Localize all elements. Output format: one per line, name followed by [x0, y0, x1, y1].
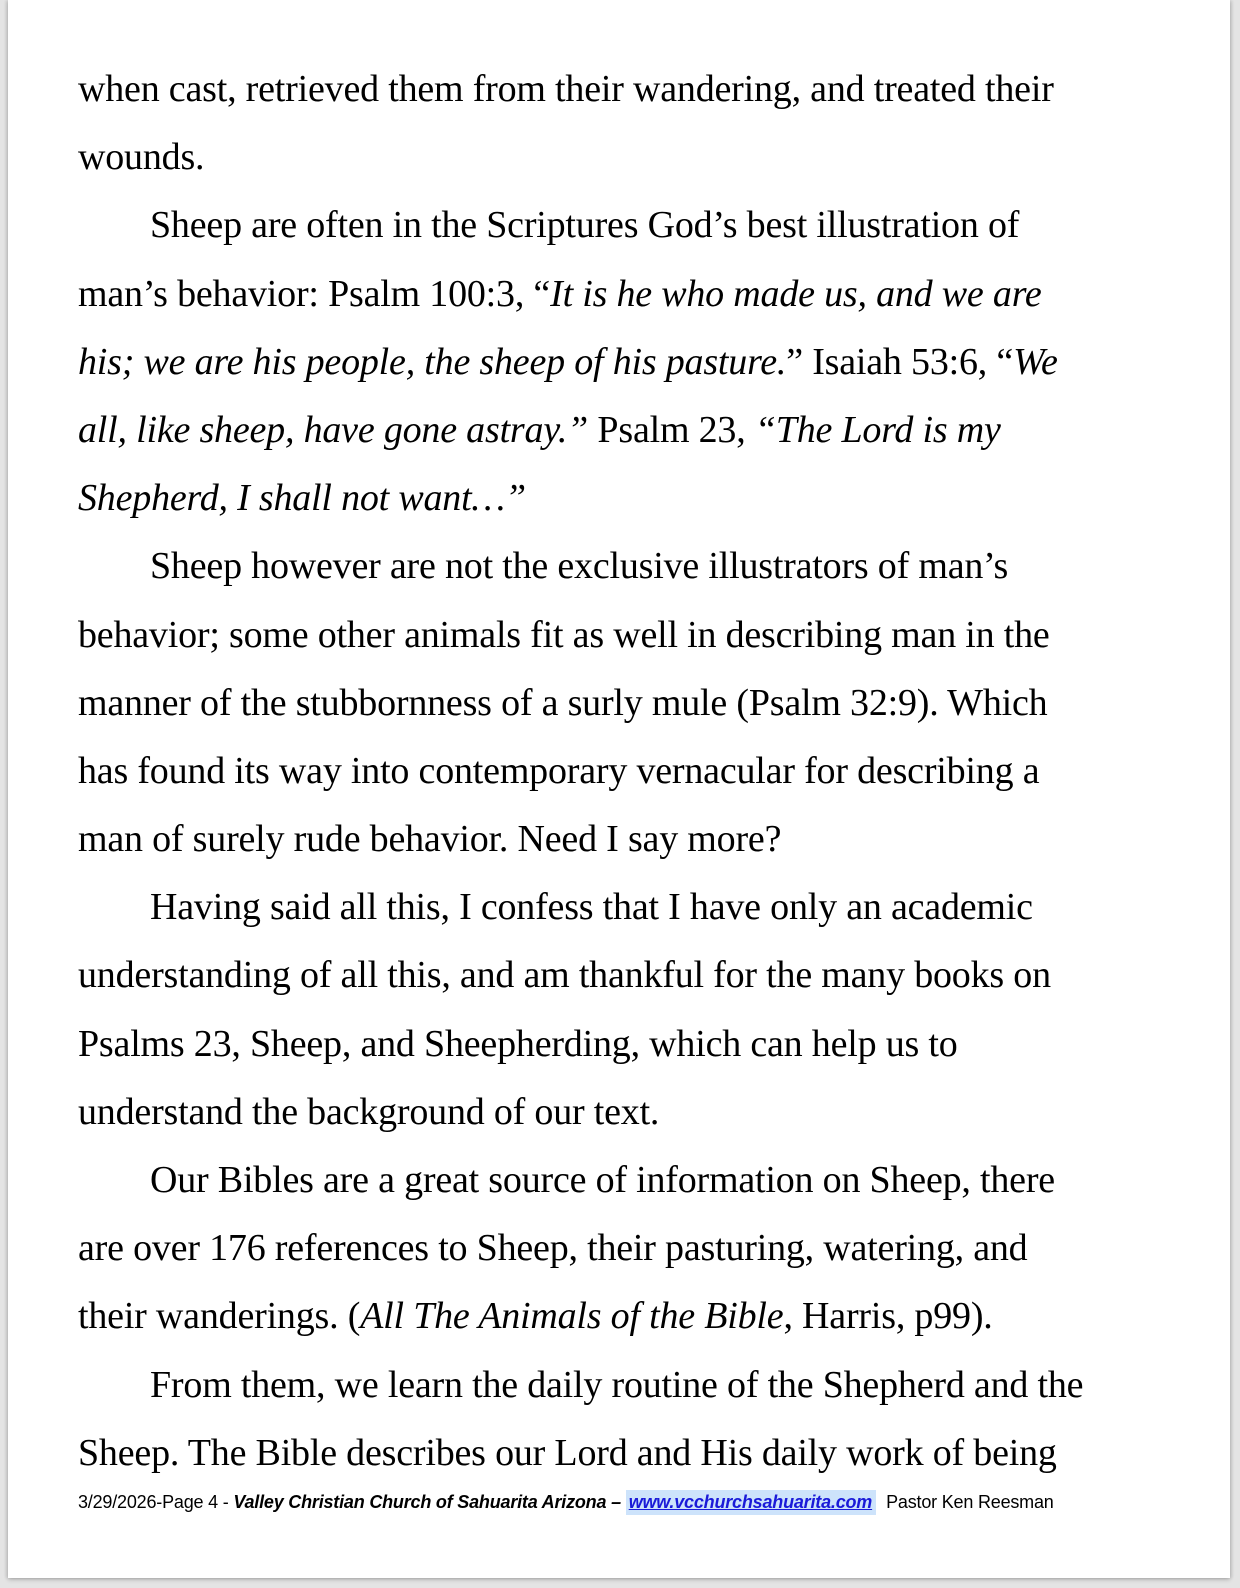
- text-segment: Having said all this, I confess that I have only an academic: [150, 886, 1033, 929]
- text-line: [78, 464, 1158, 532]
- text-segment: are over 176 references to Sheep, their pasturing, watering, and: [78, 1227, 1028, 1270]
- italic-text: his; we are his people, the sheep of his pasture.: [78, 340, 787, 383]
- italic-text: It is he who made us, and we are: [550, 272, 1042, 315]
- document-body: [78, 55, 1158, 1487]
- text-line: [78, 1010, 1158, 1078]
- text-segment: Sheep are often in the Scriptures God’s best illustration of: [150, 204, 1020, 247]
- text-segment: their wanderings. (: [78, 1295, 361, 1338]
- text-segment: Psalm 23,: [588, 408, 755, 451]
- text-line: [78, 601, 1158, 669]
- text-segment: wounds.: [78, 136, 205, 179]
- text-segment: behavior; some other animals fit as well in describing man in the: [78, 613, 1050, 656]
- text-segment: when cast, retrieved them from their wandering, and treated their: [78, 68, 1054, 110]
- text-segment: has found its way into contemporary vernacular for describing a: [78, 749, 1040, 792]
- text-segment: Sheep however are not the exclusive illustrators of man’s: [150, 545, 1009, 588]
- text-segment: man of surely rude behavior. Need I say more?: [78, 818, 782, 861]
- text-segment: From them, we learn the daily routine of the Shepherd and the: [150, 1363, 1084, 1406]
- italic-text: all, like sheep, have gone astray.”: [78, 408, 589, 451]
- text-segment: man’s behavior: Psalm 100:3, “: [78, 272, 551, 315]
- text-segment: Sheep. The Bible describes our Lord and His daily work of being: [78, 1431, 1057, 1474]
- italic-text: We: [1013, 340, 1058, 383]
- text-line: [78, 1351, 1158, 1419]
- text-line: [78, 55, 1158, 123]
- text-segment: Our Bibles are a great source of information on Sheep, there: [150, 1159, 1055, 1201]
- document-page: [8, 0, 1230, 1578]
- text-line: [78, 260, 1158, 328]
- text-line: [78, 1214, 1158, 1282]
- text-segment: ” Isaiah 53:6, “: [786, 340, 1014, 383]
- text-line: [78, 737, 1158, 805]
- text-line: [78, 191, 1158, 259]
- text-segment: Psalms 23, Sheep, and Sheepherding, which can help us to: [78, 1022, 958, 1065]
- text-line: [78, 873, 1158, 941]
- text-line: [78, 1078, 1158, 1146]
- text-segment: , Harris, p99).: [783, 1295, 993, 1338]
- text-segment: manner of the stubbornness of a surly mule (Psalm 32:9). Which: [78, 681, 1048, 724]
- text-line: [78, 1146, 1158, 1214]
- italic-text: All The Animals of the Bible: [360, 1295, 784, 1338]
- footer-church-name: Valley Christian Church of Sahuarita Arizona –: [233, 1492, 626, 1512]
- text-segment: understanding of all this, and am thankful for the many books on: [78, 954, 1051, 997]
- footer-website-link[interactable]: www.vcchurchsahuarita.com: [626, 1490, 876, 1515]
- text-line: [78, 669, 1158, 737]
- italic-text: “The Lord is my: [754, 408, 1001, 451]
- text-line: [78, 532, 1158, 600]
- text-segment: understand the background of our text.: [78, 1090, 660, 1133]
- text-line: [78, 1419, 1158, 1487]
- footer-date-page: 3/29/2026-Page 4 -: [78, 1492, 234, 1512]
- text-line: [78, 328, 1158, 396]
- text-line: [78, 396, 1158, 464]
- text-line: [78, 123, 1158, 191]
- italic-text: Shepherd, I shall not want…”: [78, 477, 526, 520]
- page-footer: [78, 1492, 1054, 1513]
- text-line: [78, 805, 1158, 873]
- text-line: [78, 941, 1158, 1009]
- footer-pastor-name: Pastor Ken Reesman: [886, 1492, 1054, 1512]
- text-line: [78, 1282, 1158, 1350]
